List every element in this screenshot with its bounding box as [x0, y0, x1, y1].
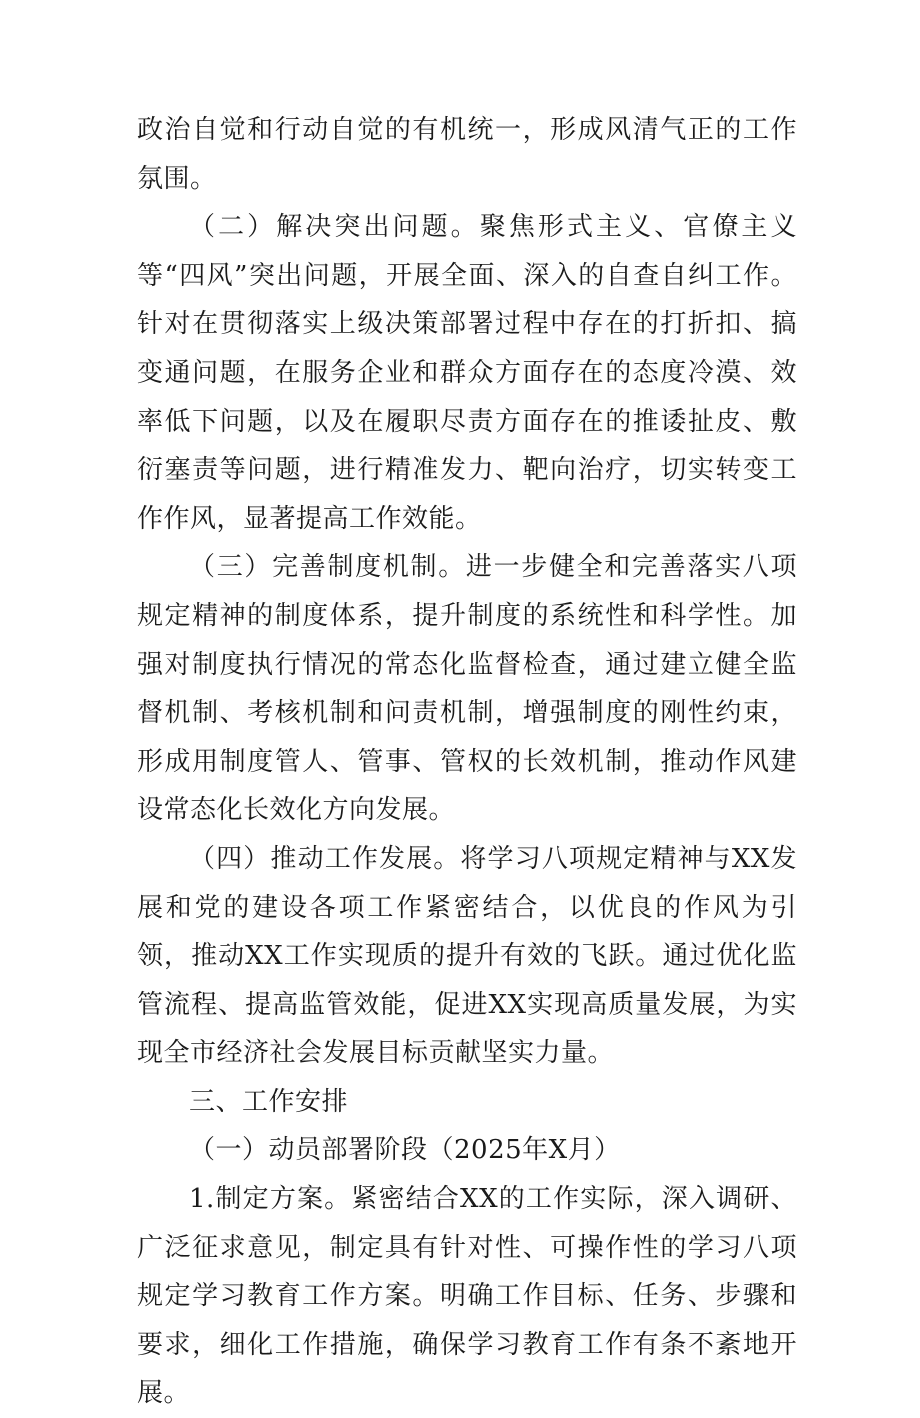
paragraph-improve-system: （三）完善制度机制。进一步健全和完善落实八项规定精神的制度体系，提升制度的系统性和科学性。加强对制度执行情况的常态化监督检查，通过建立健全监督机制、考核机制和问责机制，增强制度的刚性约束，形成用制度管人、管事、管权的长效机制，推动作风建设常态化长效化方向发展。 [137, 552, 797, 826]
paragraph-promote-work: （四）推动工作发展。将学习八项规定精神与XX发展和党的建设各项工作紧密结合，以优良的作风为引领，推动XX工作实现质的提升有效的飞跃。通过优化监管流程、提高监管效能，促进XX实现高质量发展，为实现全市经济社会发展目标贡献坚实力量。 [137, 843, 797, 1069]
document-body [137, 106, 797, 1418]
section-heading-work-arrangement: 三、工作安排 [189, 1086, 349, 1117]
paragraph-continuation: 政治自觉和行动自觉的有机统一，形成风清气正的工作氛围。 [137, 115, 797, 194]
subsection-heading-mobilization: （一）动员部署阶段（2025年X月） [189, 1135, 621, 1166]
paragraph-solve-problems: （二）解决突出问题。聚焦形式主义、官僚主义等“四风”突出问题，开展全面、深入的自查自纠工作。针对在贯彻落实上级决策部署过程中存在的打折扣、搞变通问题，在服务企业和群众方面存在的态度冷漠、效率低下问题，以及在履职尽责方面存在的推诿扯皮、敷衍塞责等问题，进行精准发力、靶向治疗，切实转变工作作风，显著提高工作效能。 [137, 212, 797, 534]
paragraph-formulate-plan: 1.制定方案。紧密结合XX的工作实际，深入调研、广泛征求意见，制定具有针对性、可操作性的学习八项规定学习教育工作方案。明确工作目标、任务、步骤和要求，细化工作措施，确保学习教育工作有条不紊地开展。 [137, 1184, 797, 1409]
